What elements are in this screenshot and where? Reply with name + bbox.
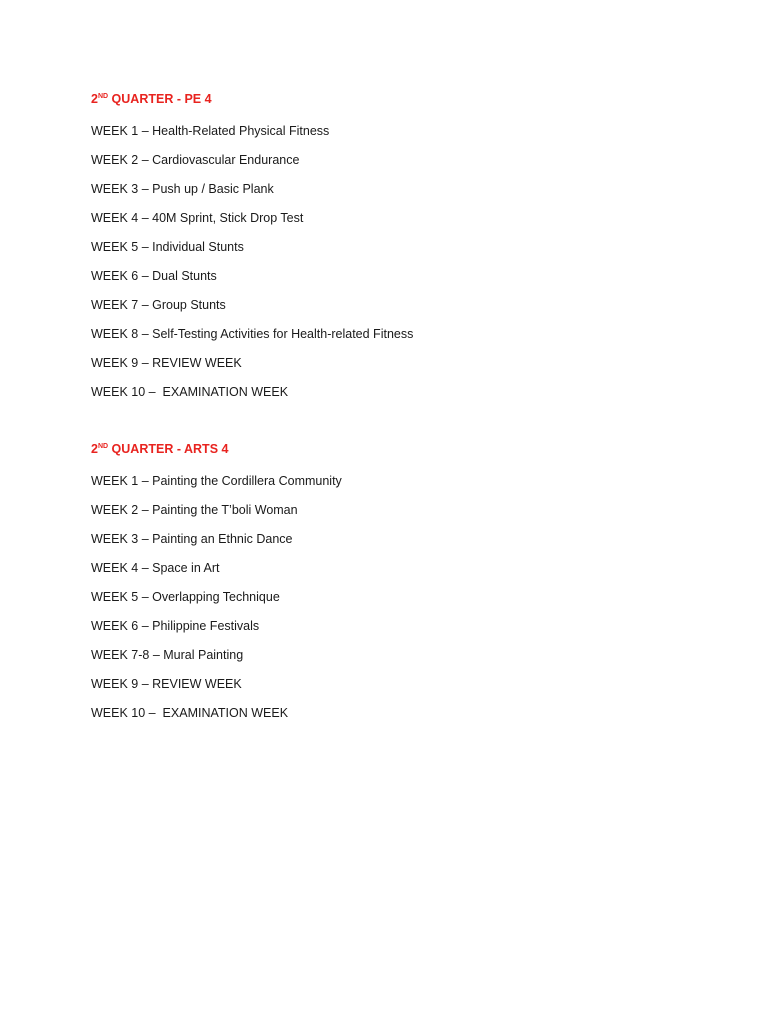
heading-ordinal-suffix: ND	[97, 443, 109, 450]
list-item: WEEK 7 – Group Stunts	[91, 298, 226, 312]
heading-text: QUARTER - PE 4	[108, 92, 212, 106]
arts-week-list	[91, 467, 691, 728]
list-item: WEEK 9 – REVIEW WEEK	[91, 677, 242, 691]
pe-section	[91, 88, 691, 407]
list-item: WEEK 10 – EXAMINATION WEEK	[91, 385, 289, 399]
heading-ordinal: 2	[91, 442, 98, 456]
list-item: WEEK 5 – Overlapping Technique	[91, 590, 280, 604]
list-item: WEEK 7-8 – Mural Painting	[91, 648, 244, 662]
arts-section-heading	[91, 438, 691, 460]
list-item: WEEK 8 – Self-Testing Activities for Health-related Fitness	[91, 327, 414, 341]
list-item: WEEK 6 – Dual Stunts	[91, 269, 217, 283]
list-item: WEEK 6 – Philippine Festivals	[91, 619, 260, 633]
list-item: WEEK 4 – 40M Sprint, Stick Drop Test	[91, 211, 304, 225]
arts-section	[91, 438, 691, 728]
pe-week-list	[91, 117, 691, 407]
pe-section-heading	[91, 88, 691, 110]
list-item: WEEK 10 – EXAMINATION WEEK	[91, 706, 289, 720]
heading-text: QUARTER - ARTS 4	[108, 442, 229, 456]
heading-ordinal: 2	[91, 92, 98, 106]
list-item: WEEK 5 – Individual Stunts	[91, 240, 244, 254]
list-item: WEEK 2 – Cardiovascular Endurance	[91, 153, 300, 167]
list-item: WEEK 3 – Push up / Basic Plank	[91, 182, 274, 196]
list-item: WEEK 3 – Painting an Ethnic Dance	[91, 532, 293, 546]
list-item: WEEK 1 – Health-Related Physical Fitness	[91, 124, 330, 138]
heading-ordinal-suffix: ND	[97, 93, 109, 100]
list-item: WEEK 4 – Space in Art	[91, 561, 220, 575]
list-item: WEEK 1 – Painting the Cordillera Community	[91, 474, 342, 488]
list-item: WEEK 9 – REVIEW WEEK	[91, 356, 242, 370]
list-item: WEEK 2 – Painting the T’boli Woman	[91, 503, 298, 517]
